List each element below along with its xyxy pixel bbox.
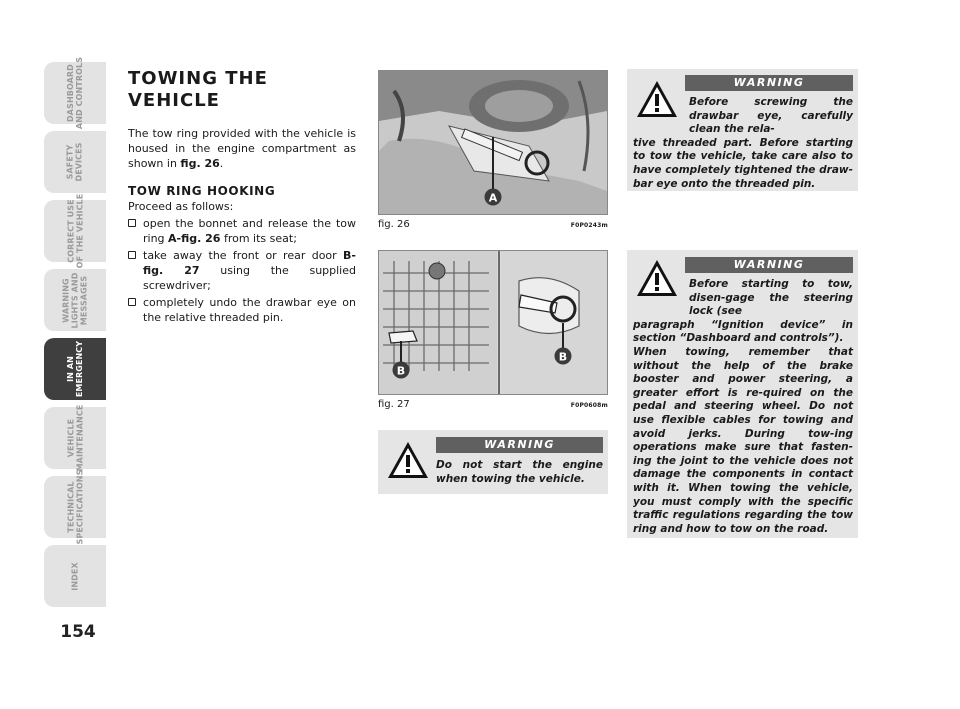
section-subheading: TOW RING HOOKING	[128, 184, 276, 198]
warning-first-line: Do not start the engine when towing the vehicle.	[436, 459, 603, 485]
callout-b-right-label: B	[558, 350, 568, 364]
procedure-lead: Proceed as follows:	[128, 200, 234, 213]
intro-paragraph	[128, 126, 356, 171]
warning-text	[436, 459, 603, 486]
figure-caption-label: fig. 27	[378, 399, 410, 410]
warning-rest: tive threaded part. Before starting to tow the vehicle, take care also to have completely tightened the draw-bar eye onto the threaded pin.	[633, 136, 853, 190]
procedure-steps	[128, 216, 356, 325]
page-number: 154	[60, 622, 96, 642]
checkbox-bullet-icon	[128, 219, 136, 227]
intro-text: The tow ring provided with the vehicle is housed in the engine compartment as shown in	[128, 127, 356, 170]
figure-code: F0P0243m	[570, 222, 608, 229]
figure-caption	[378, 399, 608, 410]
section-tabs	[44, 56, 106, 614]
tab-technical-specifications[interactable]	[44, 469, 106, 545]
step-figure-ref: A-fig. 26	[168, 232, 221, 245]
callout-a-label: A	[488, 191, 498, 205]
tab-correct-use[interactable]	[44, 193, 106, 269]
engine-compartment-photo	[378, 70, 608, 215]
tab-label: IN AN EMERGENCY	[66, 340, 84, 398]
warning-box-engine	[378, 430, 608, 494]
warning-header: WARNING	[436, 437, 603, 453]
tab-in-an-emergency[interactable]	[44, 338, 106, 400]
tab-dashboard-and-controls[interactable]	[44, 56, 106, 130]
warning-box-steering-lock	[627, 250, 858, 538]
step-text-end: from its seat;	[220, 232, 297, 245]
warning-first-line: Before starting to tow, disen-gage the steering lock (see	[689, 278, 853, 318]
step-text: take away the front or rear door	[143, 249, 344, 262]
figure-code: F0P0608m	[570, 402, 608, 409]
tab-label: DASHBOARD AND CONTROLS	[66, 56, 85, 130]
tab-label: TECHNICAL SPECIFICATIONS	[66, 469, 85, 545]
list-item	[128, 295, 356, 325]
callout-b-left-label: B	[396, 364, 406, 378]
checkbox-bullet-icon	[128, 251, 136, 259]
tab-index[interactable]	[44, 545, 106, 607]
figure-caption-label: fig. 26	[378, 219, 410, 230]
tab-vehicle-maintenance[interactable]	[44, 404, 106, 472]
intro-figure-ref: fig. 26	[180, 157, 220, 170]
tab-warning-lights[interactable]	[44, 269, 106, 331]
warning-box-drawbar	[627, 69, 858, 191]
figure-27	[378, 250, 608, 410]
tab-label: WARNING LIGHTS AND MESSAGES	[61, 272, 89, 328]
page-title: TOWING THE VEHICLE	[128, 68, 268, 111]
warning-extra: When towing, remember that without the help of the brake booster and power steering, a greater effort is re-quired on the pedal and steering wheel. Do not use flexible cables for towing and avoid jerks. During tow-ing operations make sure that fasten-ing the joint to the vehicle does not damage the components in contact with it. When towing the vehicle, you must comply with the specific traffic regulations regarding the tow ring and how to tow on the road.	[633, 345, 853, 535]
warning-text	[633, 278, 853, 536]
tab-label: VEHICLE MAINTENANCE	[66, 404, 85, 472]
step-figure-ref: B-fig. 27	[143, 249, 356, 277]
figure-26	[378, 70, 608, 230]
checkbox-bullet-icon	[128, 298, 136, 306]
list-item	[128, 248, 356, 293]
tab-label: INDEX	[70, 561, 80, 591]
list-item	[128, 216, 356, 246]
intro-end: .	[219, 157, 224, 170]
warning-triangle-icon	[386, 440, 430, 480]
step-text: open the bonnet and release the tow ring	[143, 217, 356, 245]
warning-header: WARNING	[685, 257, 853, 273]
bumper-tow-point-photo	[378, 250, 608, 395]
warning-first-line: Before screwing the drawbar eye, carefully clean the rela-	[689, 96, 853, 136]
step-text-end: using the supplied screwdriver;	[143, 264, 356, 292]
warning-text	[633, 96, 853, 191]
step-text: completely undo the drawbar eye on the relative threaded pin.	[143, 296, 356, 324]
figure-caption	[378, 219, 608, 230]
main-text-column	[128, 68, 356, 327]
warning-header: WARNING	[685, 75, 853, 91]
tab-label: SAFETY DEVICES	[65, 142, 84, 182]
tab-safety-devices[interactable]	[44, 131, 106, 193]
warning-rest: paragraph “Ignition device” in section “Dashboard and controls”).	[633, 318, 853, 345]
tab-label: CORRECT USE OF THE VEHICLE	[66, 193, 84, 269]
